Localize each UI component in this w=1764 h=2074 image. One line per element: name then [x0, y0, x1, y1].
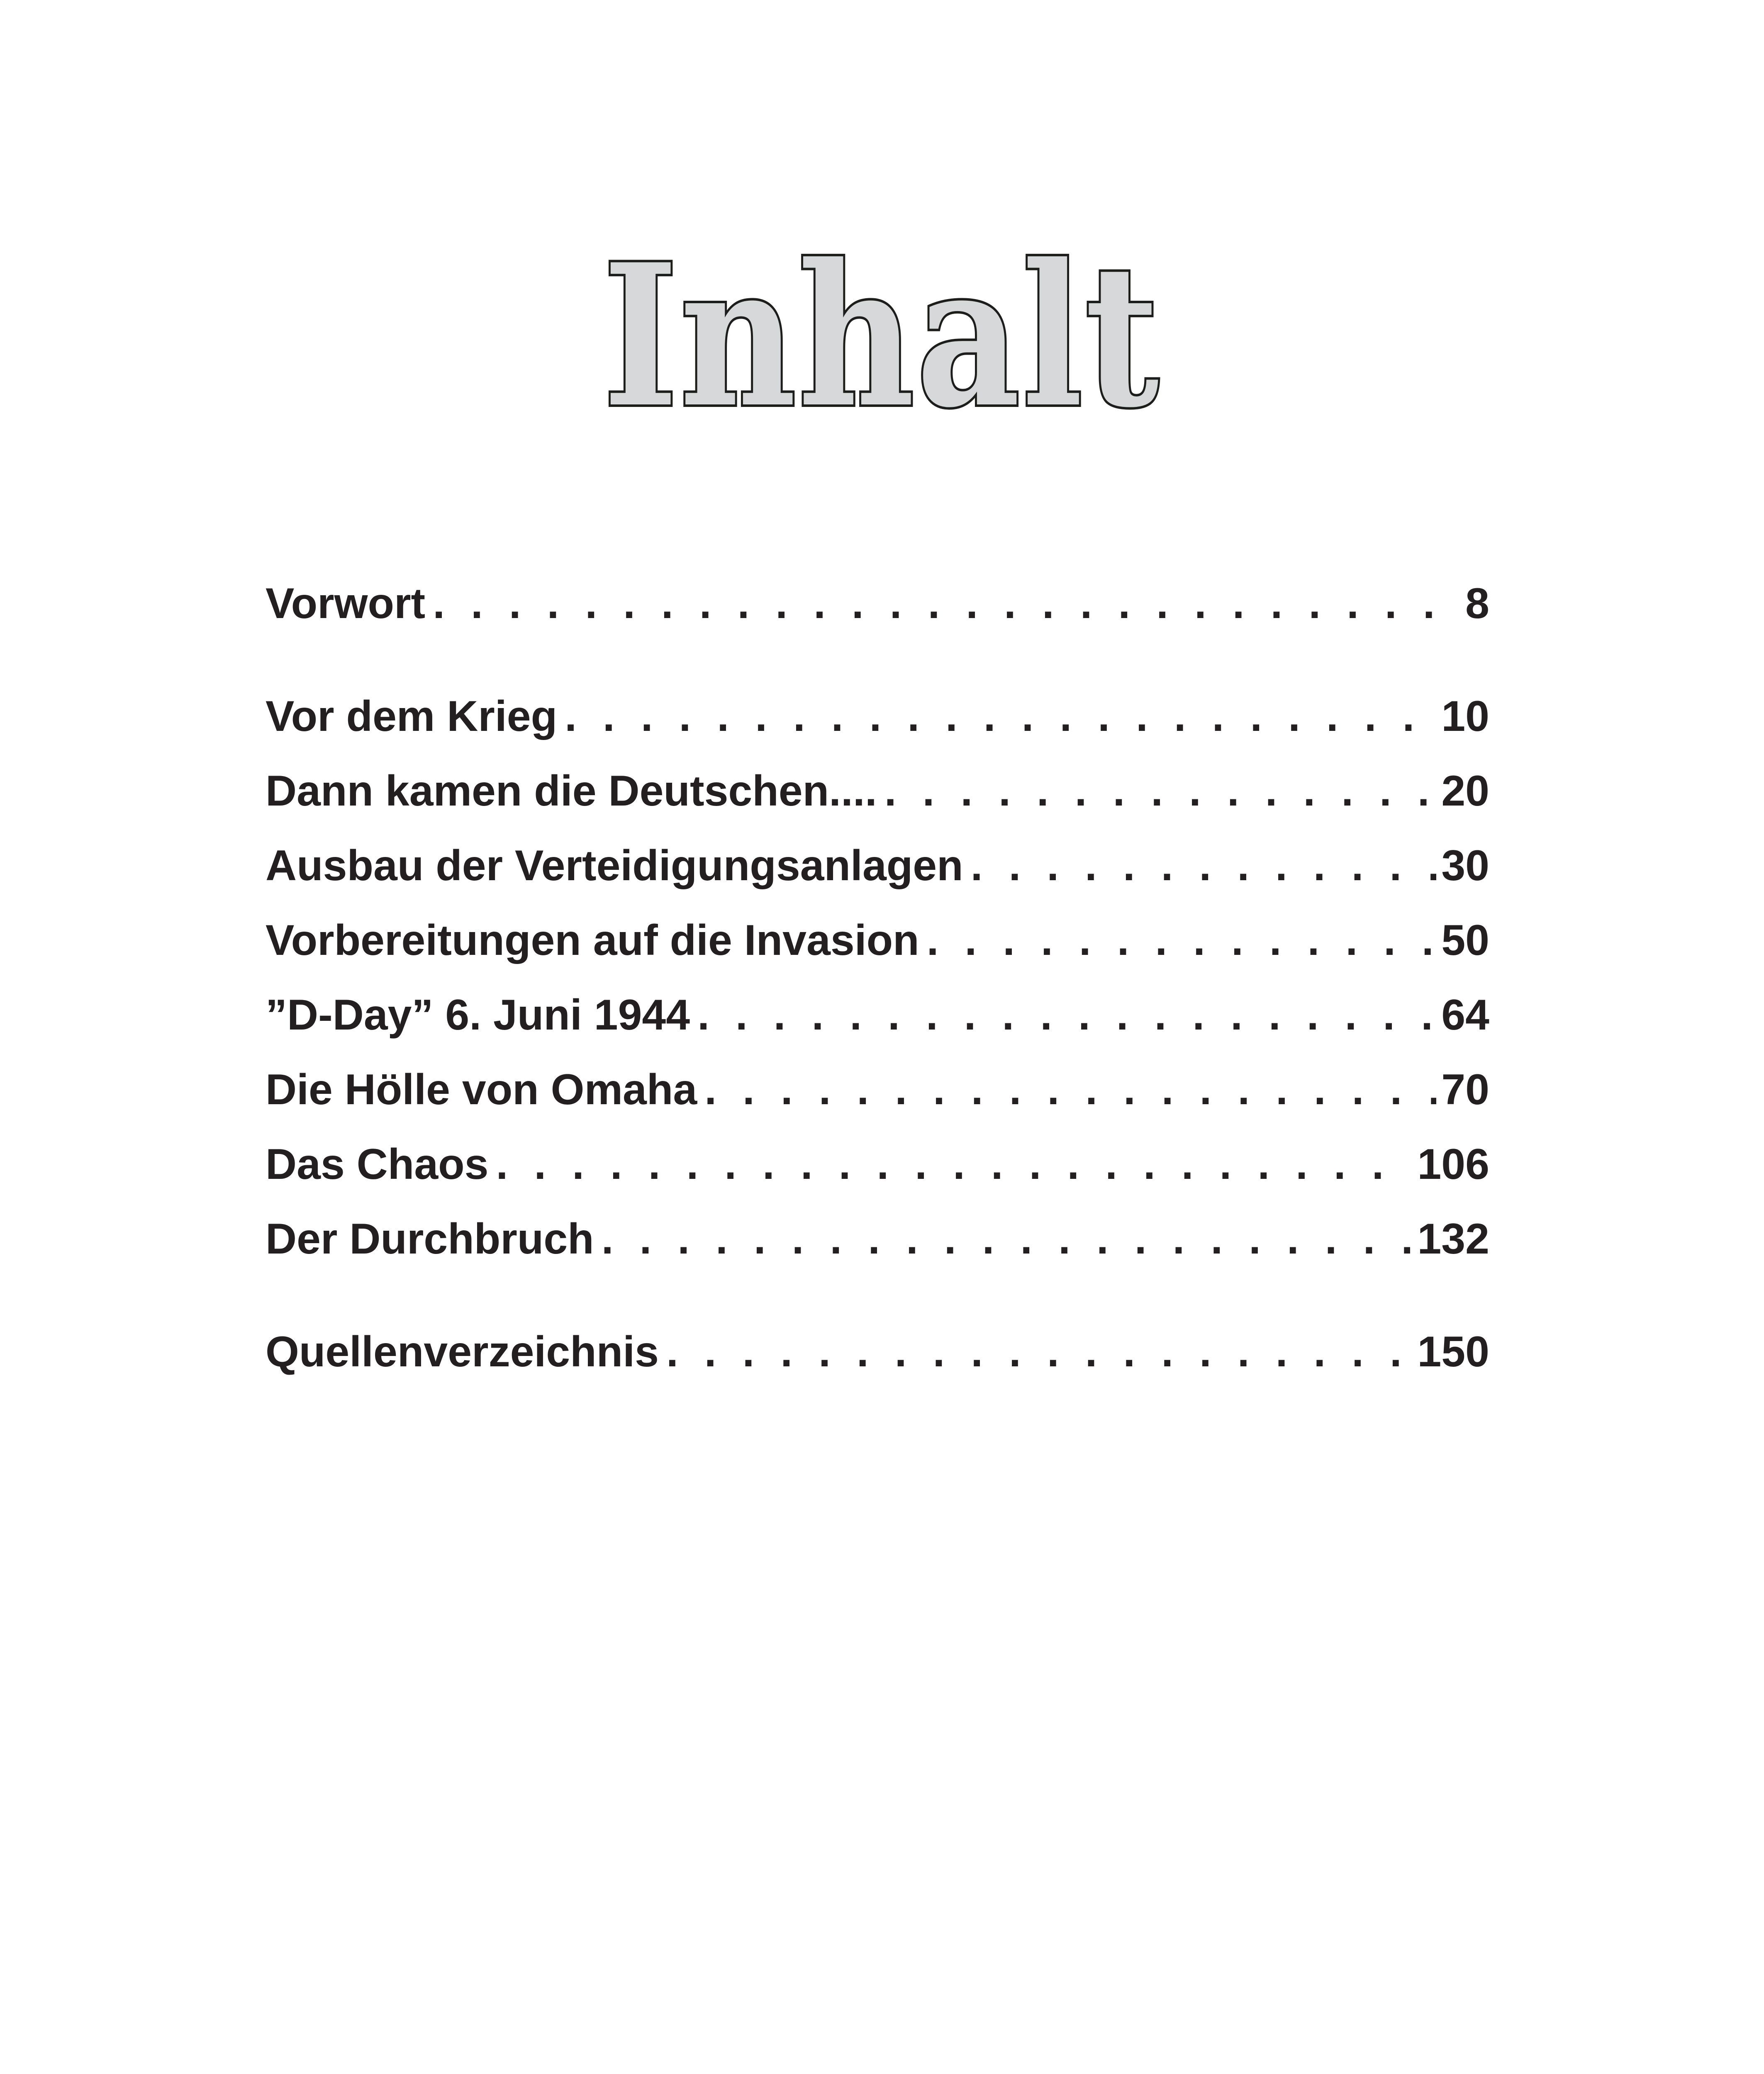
toc-entry-d-day[interactable]: [266, 988, 1489, 1042]
toc-entry-page: 20: [1441, 767, 1489, 815]
toc-entry-die-hoelle-von-omaha[interactable]: [266, 1063, 1489, 1117]
toc-entry-page: 132: [1417, 1215, 1489, 1263]
toc-dot-leader: [496, 1137, 1413, 1191]
toc-entry-label: Quellenverzeichnis: [266, 1328, 659, 1376]
toc-dot-leader: [565, 689, 1436, 743]
toc-entry-page: 30: [1441, 842, 1489, 890]
toc-entry-page: 8: [1465, 579, 1489, 628]
toc-entry-der-durchbruch[interactable]: [266, 1212, 1489, 1266]
toc-entry-das-chaos[interactable]: [266, 1137, 1489, 1191]
toc-entry-dann-kamen-die-deutschen[interactable]: [266, 764, 1489, 818]
toc-entry-quellenverzeichnis[interactable]: [266, 1325, 1489, 1379]
toc-dot-leader: [602, 1212, 1413, 1266]
toc-entry-label: Dann kamen die Deutschen....: [266, 767, 877, 815]
toc-entry-vorwort[interactable]: [266, 577, 1489, 630]
toc-entry-page: 70: [1441, 1066, 1489, 1114]
page-title: Inhalt: [603, 222, 1161, 450]
toc-dot-leader: [971, 839, 1437, 893]
toc-entry-label: Vor dem Krieg: [266, 692, 558, 740]
toc-dot-leader: [884, 764, 1437, 818]
toc-entry-label: Der Durchbruch: [266, 1215, 594, 1263]
toc-dot-leader: [927, 913, 1437, 967]
toc-entry-label: Vorbereitungen auf die Invasion: [266, 916, 919, 964]
toc-entry-label: Vorwort: [266, 579, 426, 628]
toc-entry-page: 150: [1417, 1328, 1489, 1376]
toc-entry-ausbau-der-verteidigungsanlagen[interactable]: [266, 839, 1489, 893]
toc-entry-vorbereitungen-auf-die-invasion[interactable]: [266, 913, 1489, 967]
toc-entry-page: 50: [1441, 916, 1489, 964]
toc-entry-page: 10: [1441, 692, 1489, 740]
toc-entry-label: ”D-Day” 6. Juni 1944: [266, 991, 690, 1039]
toc-entry-page: 64: [1441, 991, 1489, 1039]
toc-dot-leader: [433, 577, 1460, 630]
toc-entry-page: 106: [1417, 1140, 1489, 1188]
toc-entry-vor-dem-krieg[interactable]: [266, 689, 1489, 743]
toc-entry-label: Die Hölle von Omaha: [266, 1066, 697, 1114]
toc-dot-leader: [666, 1325, 1413, 1379]
toc-entry-label: Das Chaos: [266, 1140, 489, 1188]
toc-dot-leader: [697, 988, 1436, 1042]
toc-entry-label: Ausbau der Verteidigungsanlagen: [266, 842, 963, 890]
toc-dot-leader: [704, 1063, 1436, 1117]
